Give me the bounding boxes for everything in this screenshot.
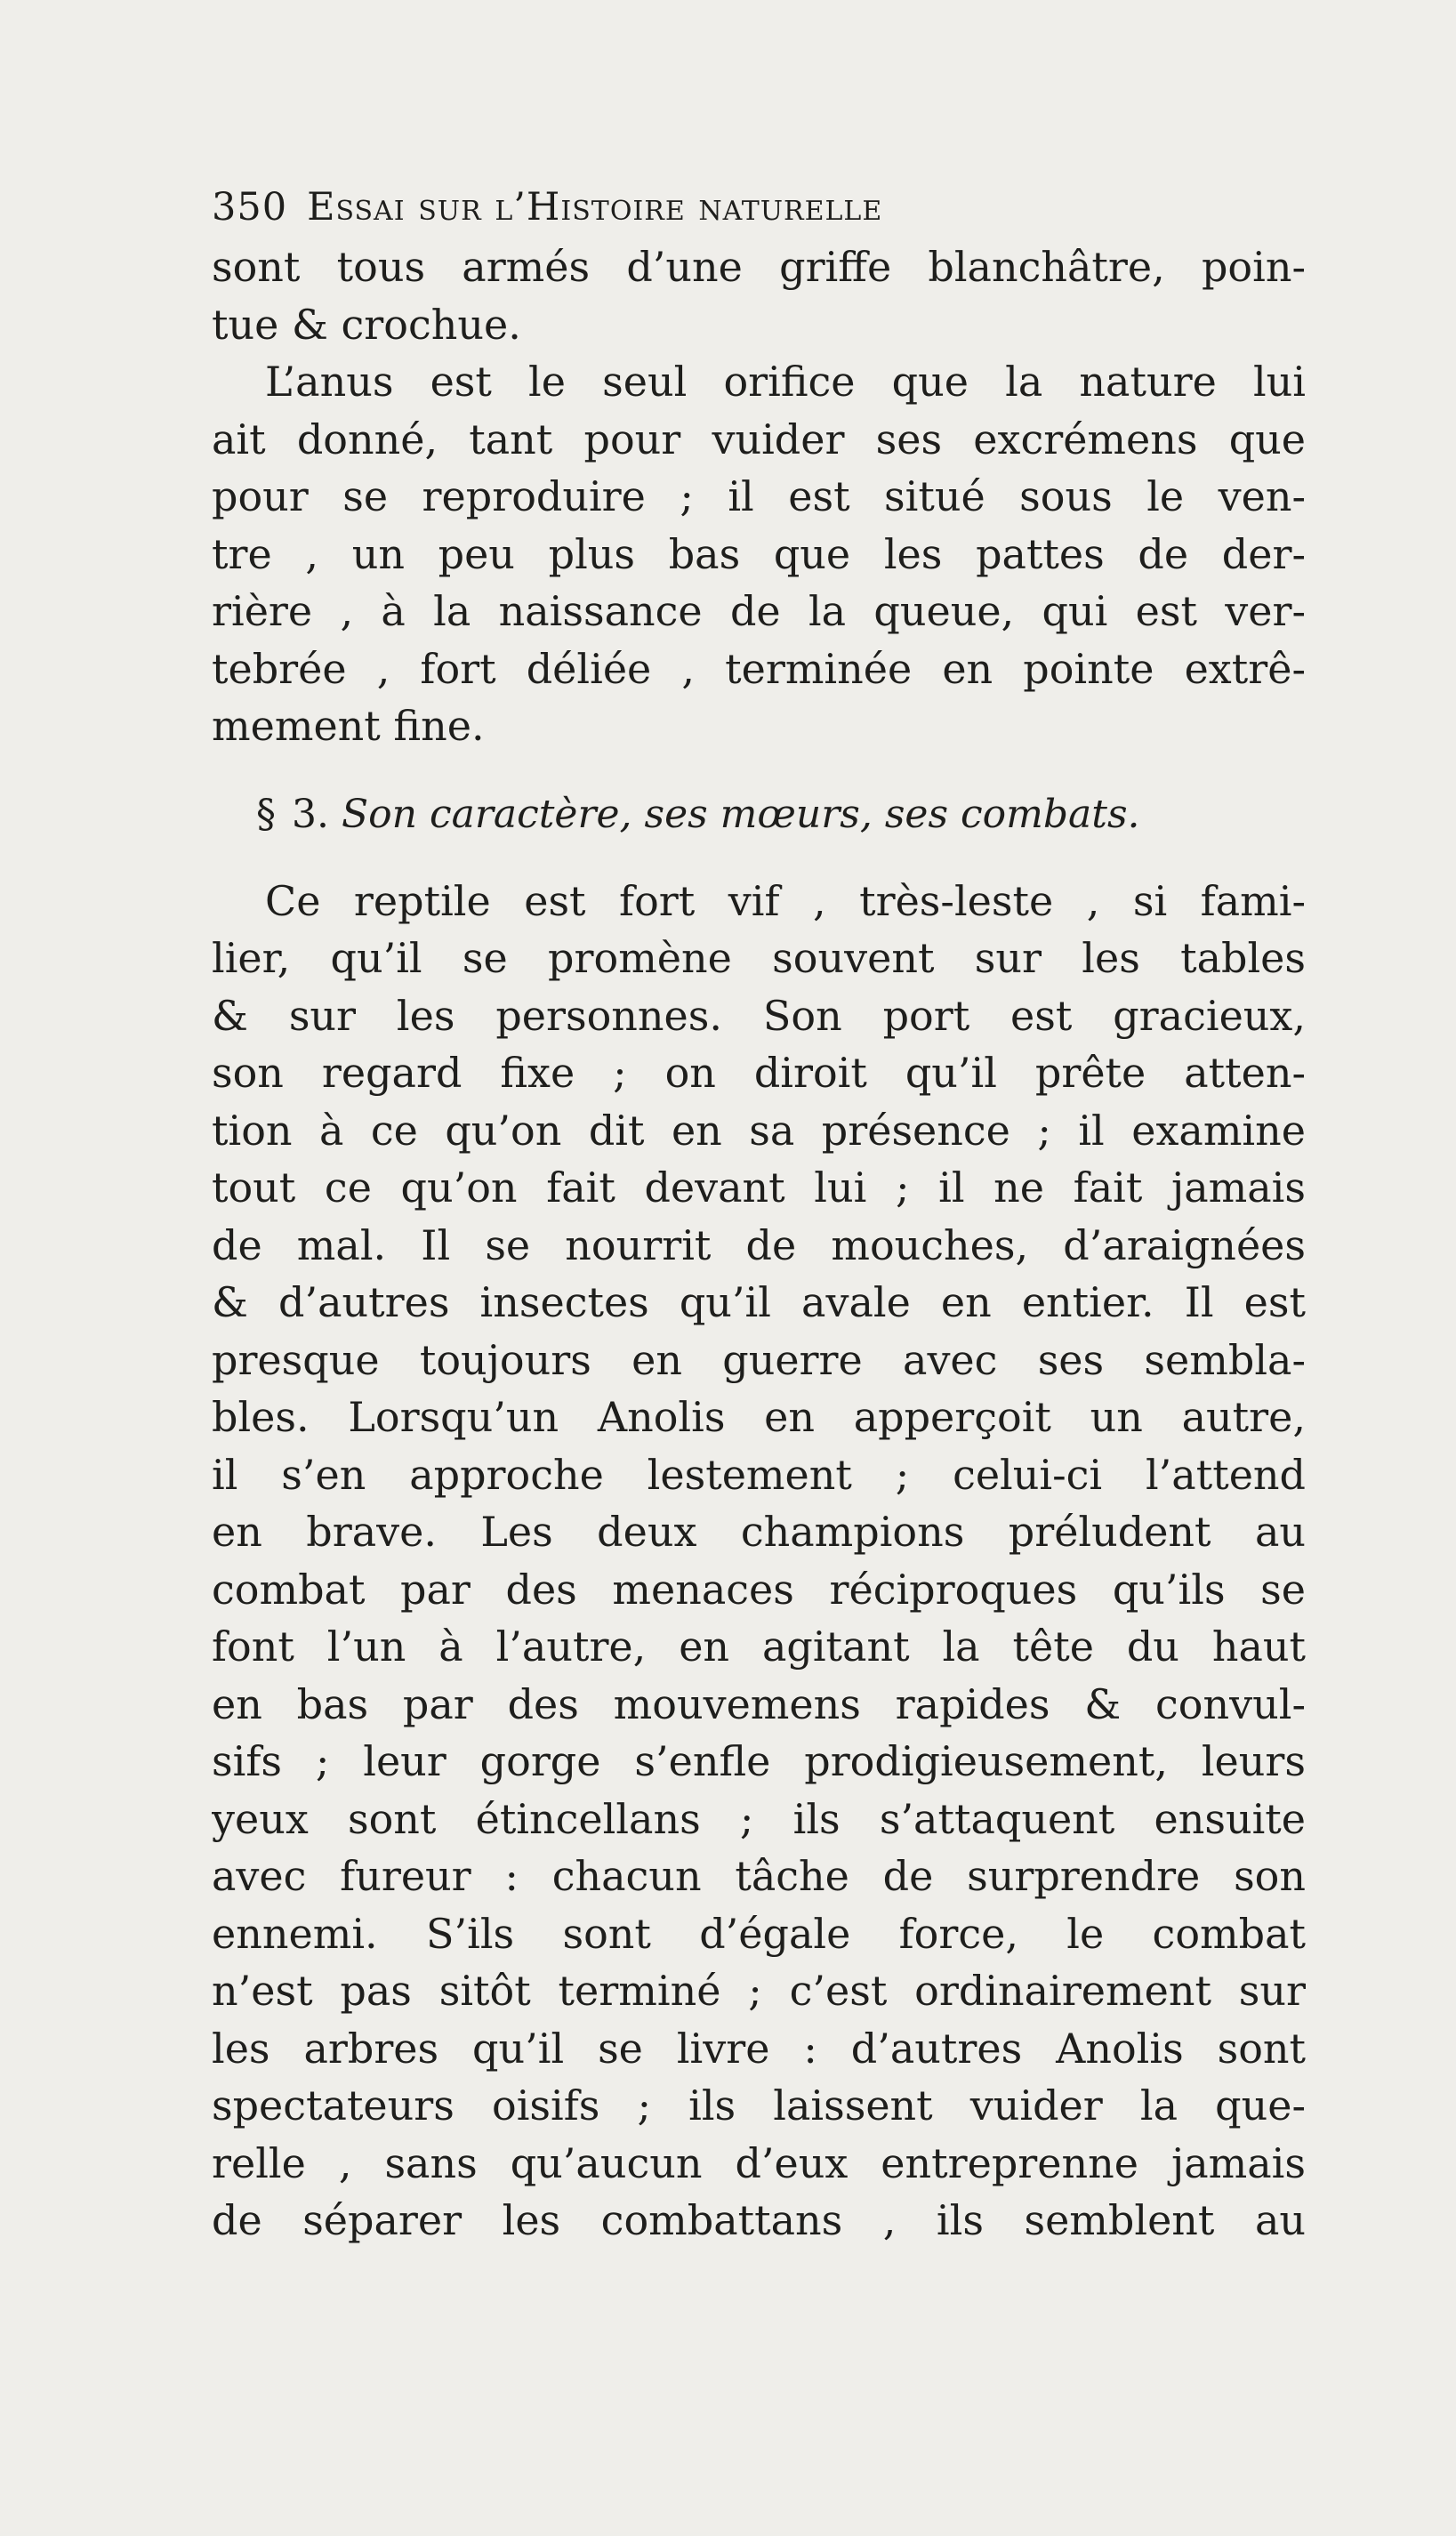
text-line: sifs ; leur gorge s’enfle prodigieusement, leurs — [212, 1737, 1306, 1785]
text-line: tebrée , fort déliée , terminée en pointe extrê- — [212, 644, 1306, 693]
text-line: ait donné, tant pour vuider ses excrémens que — [212, 415, 1306, 463]
paragraph-2 — [212, 353, 1306, 755]
section-title: Son caractère, ses mœurs, ses combats. — [341, 791, 1140, 837]
text-line: n’est pas sitôt terminé ; c’est ordinairement sur — [212, 1967, 1306, 2015]
text-line: & sur les personnes. Son port est gracieux, — [212, 991, 1306, 1040]
text-line: ennemi. S’ils sont d’égale force, le combat — [212, 1909, 1306, 1958]
text-block — [212, 176, 1306, 2250]
text-line: tre , un peu plus bas que les pattes de der- — [212, 529, 1306, 578]
page-number: 350 — [212, 185, 288, 229]
text-line: sont tous armés d’une griffe blanchâtre, poin- — [212, 243, 1306, 291]
text-line: Ce reptile est fort vif , très-leste , si fami- — [265, 876, 1306, 925]
text-line: presque toujours en guerre avec ses sembla- — [212, 1335, 1306, 1384]
text-line: & d’autres insectes qu’il avale en entier. Il est — [212, 1278, 1306, 1326]
running-title: Essai sur l’Histoire naturelle — [307, 185, 883, 229]
text-line: spectateurs oisifs ; ils laissent vuider la que- — [212, 2081, 1306, 2129]
text-line: de mal. Il se nourrit de mouches, d’araignées — [212, 1220, 1306, 1269]
section-heading — [212, 775, 1306, 855]
text-line: en brave. Les deux champions préludent au — [212, 1508, 1306, 1556]
text-line: de séparer les combattans , ils semblent au — [212, 2196, 1306, 2244]
text-line: font l’un à l’autre, en agitant la tête du haut — [212, 1622, 1306, 1671]
text-line: bles. Lorsqu’un Anolis en apperçoit un autre, — [212, 1393, 1306, 1441]
text-line: en bas par des mouvemens rapides & convul- — [212, 1679, 1306, 1728]
text-line: son regard fixe ; on diroit qu’il prête atten- — [212, 1049, 1306, 1097]
paragraph-3 — [212, 873, 1306, 2250]
text-line: pour se reproduire ; il est situé sous le ven- — [212, 472, 1306, 520]
text-line: tue & crochue. — [212, 300, 521, 349]
text-line: mement fine. — [212, 702, 485, 750]
section-symbol: § — [256, 791, 276, 837]
running-head — [212, 176, 1306, 238]
paragraph-1 — [212, 238, 1306, 353]
text-line: il s’en approche lestement ; celui-ci l’attend — [212, 1450, 1306, 1499]
text-line: relle , sans qu’aucun d’eux entreprenne jamais — [212, 2138, 1306, 2187]
text-line: rière , à la naissance de la queue, qui est ver- — [212, 587, 1306, 635]
text-line: tion à ce qu’on dit en sa présence ; il examine — [212, 1106, 1306, 1155]
text-line: tout ce qu’on fait devant lui ; il ne fait jamais — [212, 1163, 1306, 1212]
text-line: yeux sont étincellans ; ils s’attaquent ensuite — [212, 1794, 1306, 1843]
text-line: L’anus est le seul orifice que la nature lui — [265, 358, 1306, 406]
section-number: 3. — [292, 791, 329, 837]
text-line: les arbres qu’il se livre : d’autres Anolis sont — [212, 2024, 1306, 2073]
text-line: avec fureur : chacun tâche de surprendre son — [212, 1852, 1306, 1900]
text-line: lier, qu’il se promène souvent sur les tables — [212, 934, 1306, 982]
text-line: combat par des menaces réciproques qu’ils se — [212, 1565, 1306, 1614]
